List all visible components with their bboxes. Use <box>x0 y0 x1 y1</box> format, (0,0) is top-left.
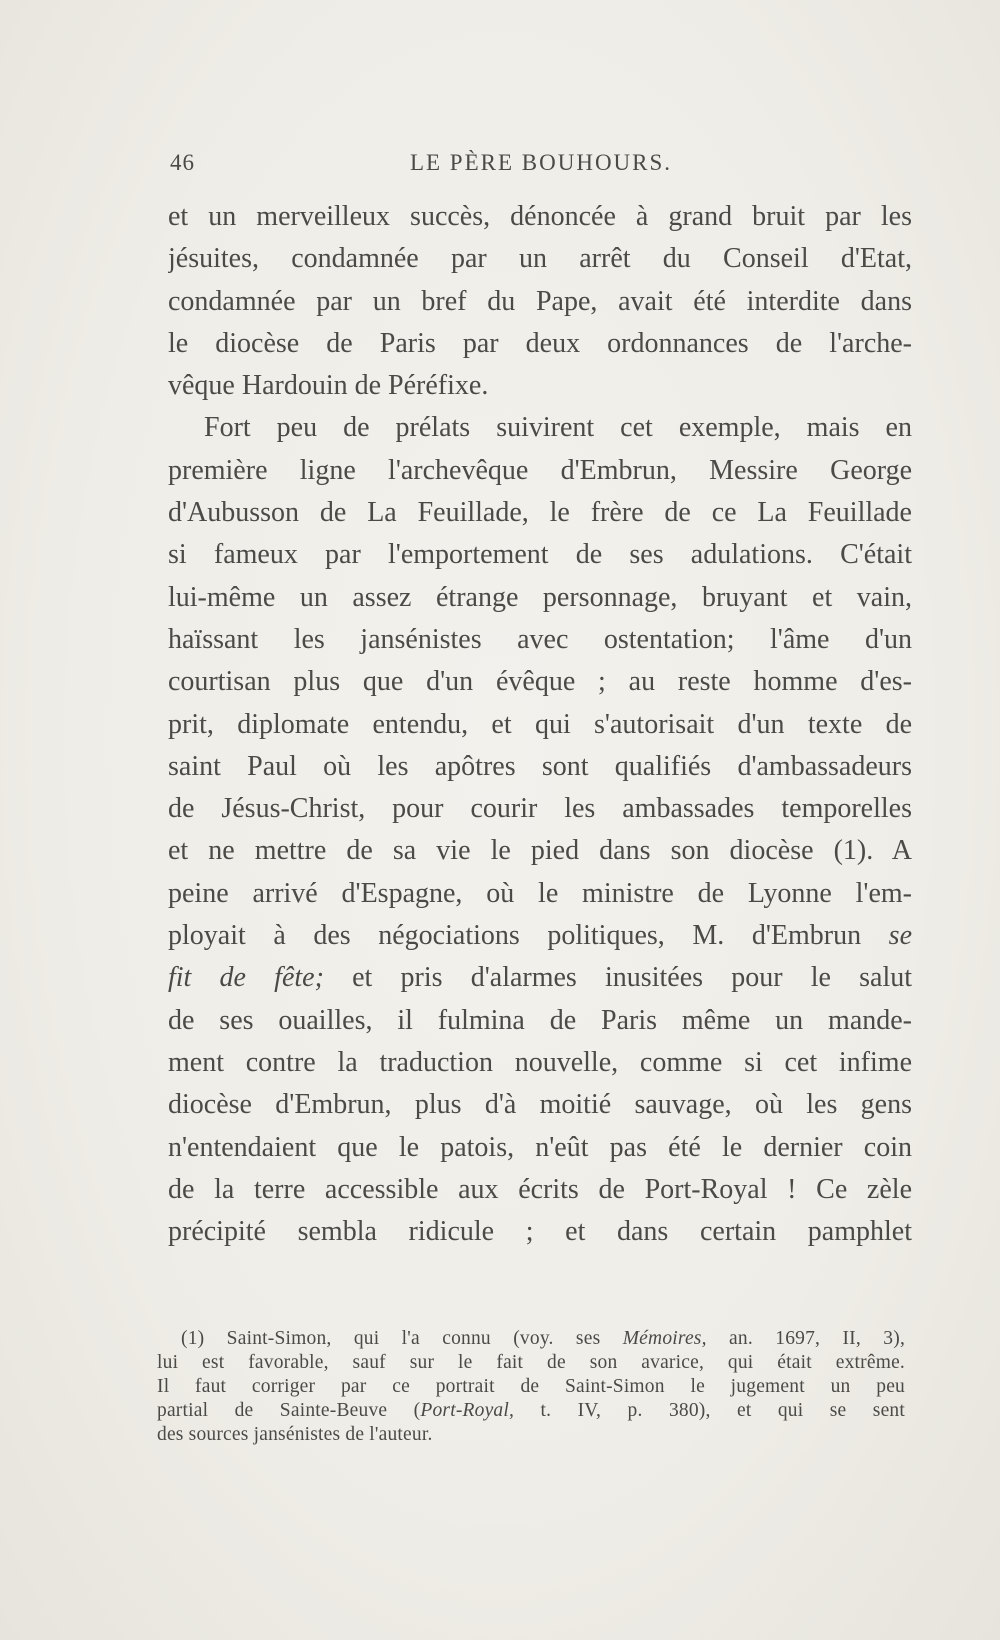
text-segment: (1) Saint-Simon, qui l'a connu (voy. ses <box>181 1328 601 1349</box>
running-title: LE PÈRE BOUHOURS. <box>409 150 673 175</box>
text-segment: partial de Sainte-Beuve ( <box>157 1400 421 1421</box>
text-line: jésuites, condamnée par un arrêt du Conseil d'Etat, <box>168 243 912 275</box>
text-line: peine arrivé d'Espagne, où le ministre de Lyonne l'em- <box>168 877 912 909</box>
page-header <box>170 150 912 180</box>
text-line: de ses ouailles, il fulmina de Paris même un mande- <box>168 1004 912 1036</box>
italic-text: se <box>888 920 912 952</box>
footnote-line: Il faut corriger par ce portrait de Saint-Simon le jugement un peu <box>157 1376 905 1397</box>
main-text <box>168 196 912 1253</box>
text-line: première ligne l'archevêque d'Embrun, Messire George <box>168 454 912 486</box>
footnote <box>157 1327 905 1447</box>
text-line: n'entendaient que le patois, n'eût pas été le dernier coin <box>168 1131 912 1163</box>
text-line: diocèse d'Embrun, plus d'à moitié sauvage, où les gens <box>168 1089 912 1121</box>
text-line: haïssant les jansénistes avec ostentation; l'âme d'un <box>168 623 912 655</box>
text-line: le diocèse de Paris par deux ordonnances de l'arche- <box>168 327 912 359</box>
text-line: de la terre accessible aux écrits de Port-Royal ! Ce zèle <box>168 1173 912 1205</box>
text-line: et ne mettre de sa vie le pied dans son diocèse (1). A <box>168 835 912 867</box>
text-segment: et pris d'alarmes inusitées pour le salut <box>352 962 912 994</box>
text-line: de Jésus-Christ, pour courir les ambassades temporelles <box>168 793 912 825</box>
text-line: lui-même un assez étrange personnage, bruyant et vain, <box>168 581 912 613</box>
footnote-line: lui est favorable, sauf sur le fait de son avarice, qui était extrême. <box>157 1352 905 1373</box>
text-line: d'Aubusson de La Feuillade, le frère de ce La Feuillade <box>168 497 912 529</box>
text-line: prit, diplomate entendu, et qui s'autorisait d'un texte de <box>168 708 912 740</box>
text-line: précipité sembla ridicule ; et dans certain pamphlet <box>168 1216 912 1248</box>
paragraph-start-line: Fort peu de prélats suivirent cet exemple, mais en <box>204 412 912 444</box>
italic-text: de fête; <box>219 962 324 994</box>
text-line: courtisan plus que d'un évêque ; au reste homme d'es- <box>168 666 912 698</box>
text-segment: t. IV, p. 380), et qui se sent <box>540 1400 905 1421</box>
text-segment: an. 1697, II, 3), <box>729 1328 905 1349</box>
text-line <box>168 957 912 999</box>
footnote-line <box>157 1327 905 1351</box>
text-line: et un merveilleux succès, dénoncée à grand bruit par les <box>168 201 912 232</box>
text-line: ment contre la traduction nouvelle, comme si cet infime <box>168 1046 912 1078</box>
italic-text: fit <box>168 962 192 994</box>
italic-text: Port-Royal, <box>420 1400 515 1421</box>
page-number: 46 <box>170 150 195 175</box>
text-line: si fameux par l'emportement de ses adulations. C'était <box>168 539 912 571</box>
text-line: vêque Hardouin de Péréfixe. <box>168 370 489 402</box>
text-line: saint Paul où les apôtres sont qualifiés d'ambassadeurs <box>168 750 912 782</box>
text-segment: ployait à des négociations politiques, M. d'Embrun <box>168 920 862 952</box>
footnote-line: des sources jansénistes de l'auteur. <box>157 1424 433 1445</box>
italic-text: Mémoires, <box>622 1328 707 1349</box>
footnote-line <box>157 1399 905 1423</box>
text-line: condamnée par un bref du Pape, avait été interdite dans <box>168 285 912 317</box>
text-line <box>168 915 912 957</box>
